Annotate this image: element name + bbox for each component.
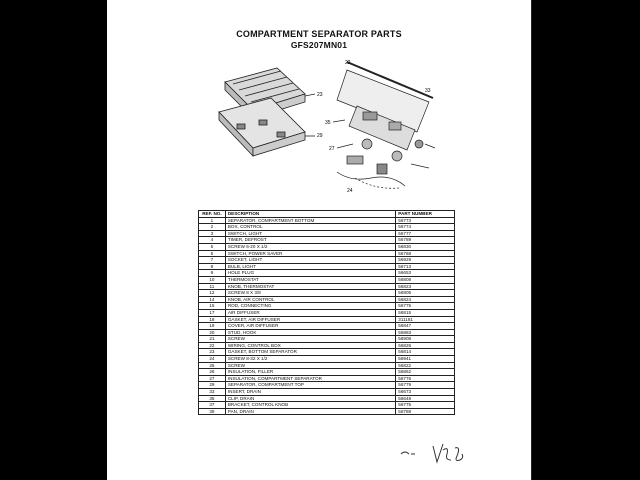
table-row <box>199 276 455 283</box>
table-row <box>199 349 455 356</box>
table-row <box>199 224 455 231</box>
ref-number-cell: 21 <box>199 336 226 343</box>
table-row <box>199 362 455 369</box>
ref-number-cell: 14 <box>199 296 226 303</box>
ref-number-cell: 19 <box>199 323 226 330</box>
description-cell: PAN, DRAIN <box>225 408 395 415</box>
callout-label: 23 <box>317 92 323 98</box>
callout-label: 22 <box>345 60 351 66</box>
ref-number-cell: 5 <box>199 250 226 257</box>
description-cell: BOX, CONTROL <box>225 224 395 231</box>
table-row <box>199 329 455 336</box>
part-number-cell: 56648 <box>396 395 455 402</box>
part-number-cell: 56653 <box>396 270 455 277</box>
description-cell: THERMOSTAT <box>225 276 395 283</box>
table-row <box>199 402 455 409</box>
ref-number-cell: 5 <box>199 243 226 250</box>
description-cell: SCREW <box>225 336 395 343</box>
part-number-cell: 56929 <box>396 257 455 264</box>
ref-number-cell: 4 <box>199 237 226 244</box>
table-row <box>199 375 455 382</box>
table-row <box>199 217 455 224</box>
table-row <box>199 369 455 376</box>
callout-label: 29 <box>317 133 323 139</box>
description-cell: SCREW 8-32 X 1/2 <box>225 356 395 363</box>
description-cell: KNOB, AIR CONTROL <box>225 296 395 303</box>
control-assembly-drawing <box>333 62 435 188</box>
exploded-parts-diagram <box>197 52 437 202</box>
description-cell: TIMER, DEFROST <box>225 237 395 244</box>
ref-number-cell: 15 <box>199 303 226 310</box>
part-number-cell: 56847 <box>396 323 455 330</box>
part-number-cell: 56941 <box>396 356 455 363</box>
part-number-cell: 311181 <box>396 316 455 323</box>
table-row <box>199 237 455 244</box>
part-number-cell: 56824 <box>396 296 455 303</box>
table-row <box>199 356 455 363</box>
part-number-cell: 56773 <box>396 217 455 224</box>
ref-number-cell: 35 <box>199 395 226 402</box>
table-row <box>199 323 455 330</box>
ref-number-cell: 11 <box>199 283 226 290</box>
handwritten-signature <box>397 440 487 470</box>
description-cell: SCREW 8 X 3/8 <box>225 290 395 297</box>
callout-label: 35 <box>325 120 331 126</box>
table-row <box>199 395 455 402</box>
table-row <box>199 290 455 297</box>
description-cell: AIR DIFFUSER <box>225 309 395 316</box>
part-number-cell: 56830 <box>396 243 455 250</box>
description-cell: SWITCH, LIGHT <box>225 230 395 237</box>
ref-number-cell: 12 <box>199 290 226 297</box>
page-title: COMPARTMENT SEPARATOR PARTS <box>236 29 402 39</box>
ref-number-cell: 25 <box>199 362 226 369</box>
ref-number-cell: 9 <box>199 270 226 277</box>
table-row <box>199 336 455 343</box>
ref-number-cell: 8 <box>199 263 226 270</box>
table-row <box>199 263 455 270</box>
document-page <box>107 0 532 480</box>
callout-label: 33 <box>425 88 431 94</box>
ref-number-cell: 17 <box>199 309 226 316</box>
description-cell: BRACKET, CONTROL KNOB <box>225 402 395 409</box>
description-cell: INSULATION, FILLER <box>225 369 395 376</box>
ref-number-cell: 37 <box>199 402 226 409</box>
description-cell: ROD, CONNECTING <box>225 303 395 310</box>
part-number-cell: 56768 <box>396 250 455 257</box>
parts-table-body <box>199 217 455 415</box>
callout-label: 27 <box>329 146 335 152</box>
part-number-cell: 56779 <box>396 382 455 389</box>
part-number-cell: 56713 <box>396 263 455 270</box>
ref-number-cell: 29 <box>199 382 226 389</box>
part-number-cell: 56822 <box>396 362 455 369</box>
column-header-description: DESCRIPTION <box>225 211 395 218</box>
part-number-cell: 56908 <box>396 336 455 343</box>
part-number-cell: 56815 <box>396 309 455 316</box>
description-cell: COVER, AIR DIFFUSER <box>225 323 395 330</box>
ref-number-cell: 27 <box>199 375 226 382</box>
description-cell: INSERT, DRAIN <box>225 389 395 396</box>
ref-number-cell: 20 <box>199 329 226 336</box>
part-number-cell: 56808 <box>396 276 455 283</box>
ref-number-cell: 39 <box>199 408 226 415</box>
table-row <box>199 309 455 316</box>
ref-number-cell: 3 <box>199 230 226 237</box>
parts-table <box>198 210 455 415</box>
table-row <box>199 389 455 396</box>
part-number-cell: 56776 <box>396 375 455 382</box>
ref-number-cell: 23 <box>199 349 226 356</box>
description-cell: WIRING, CONTROL BOX <box>225 342 395 349</box>
ref-number-cell: 7 <box>199 257 226 264</box>
part-number-cell: 56777 <box>396 230 455 237</box>
callout-label: 24 <box>347 188 353 194</box>
part-number-cell: 56862 <box>396 369 455 376</box>
description-cell: SOCKET, LIGHT <box>225 257 395 264</box>
description-cell: HOLE PLUG <box>225 270 395 277</box>
description-cell: SCREW 6-20 X 1/2 <box>225 243 395 250</box>
description-cell: BULB, LIGHT <box>225 263 395 270</box>
ref-number-cell: 2 <box>199 224 226 231</box>
table-row <box>199 296 455 303</box>
description-cell: KNOB, THERMOSTAT <box>225 283 395 290</box>
ref-number-cell: 1 <box>199 217 226 224</box>
ref-number-cell: 26 <box>199 369 226 376</box>
table-row <box>199 257 455 264</box>
part-number-cell: 56774 <box>396 224 455 231</box>
table-row <box>199 243 455 250</box>
part-number-cell: 56775 <box>396 303 455 310</box>
separator-shelf-drawing <box>219 68 315 156</box>
table-row <box>199 382 455 389</box>
part-number-cell: 56826 <box>396 342 455 349</box>
table-row <box>199 250 455 257</box>
model-number: GFS207MN01 <box>290 40 348 50</box>
table-row <box>199 342 455 349</box>
description-cell: GASKET, BOTTOM SEPARATOR <box>225 349 395 356</box>
table-row <box>199 303 455 310</box>
part-number-cell: 56823 <box>396 283 455 290</box>
ref-number-cell: 24 <box>199 356 226 363</box>
part-number-cell: 56814 <box>396 349 455 356</box>
part-number-cell: 56789 <box>396 237 455 244</box>
ref-number-cell: 22 <box>199 342 226 349</box>
ref-number-cell: 18 <box>199 316 226 323</box>
part-number-cell: 56775 <box>396 402 455 409</box>
description-cell: STUD, HOOK <box>225 329 395 336</box>
column-header-part-number: PART NUMBER <box>396 211 455 218</box>
description-cell: SWITCH, POWER SAVER <box>225 250 395 257</box>
description-cell: SEPARATOR, COMPARTMENT TOP <box>225 382 395 389</box>
part-number-cell: 56805 <box>396 290 455 297</box>
description-cell: SCREW <box>225 362 395 369</box>
description-cell: SEPARATOR, COMPARTMENT BOTTOM <box>225 217 395 224</box>
table-row <box>199 230 455 237</box>
ref-number-cell: 10 <box>199 276 226 283</box>
table-row <box>199 316 455 323</box>
part-number-cell: 56883 <box>396 329 455 336</box>
description-cell: GASKET, AIR DIFFUSER <box>225 316 395 323</box>
ref-number-cell: 33 <box>199 389 226 396</box>
table-row <box>199 270 455 277</box>
description-cell: CLIP, DRAIN <box>225 395 395 402</box>
table-row <box>199 283 455 290</box>
table-header-row <box>199 211 455 218</box>
part-number-cell: 56673 <box>396 389 455 396</box>
table-row <box>199 408 455 415</box>
part-number-cell: 56788 <box>396 408 455 415</box>
description-cell: INSULATION, COMPARTMENT SEPARATOR <box>225 375 395 382</box>
column-header-ref: REF. NO. <box>199 211 226 218</box>
